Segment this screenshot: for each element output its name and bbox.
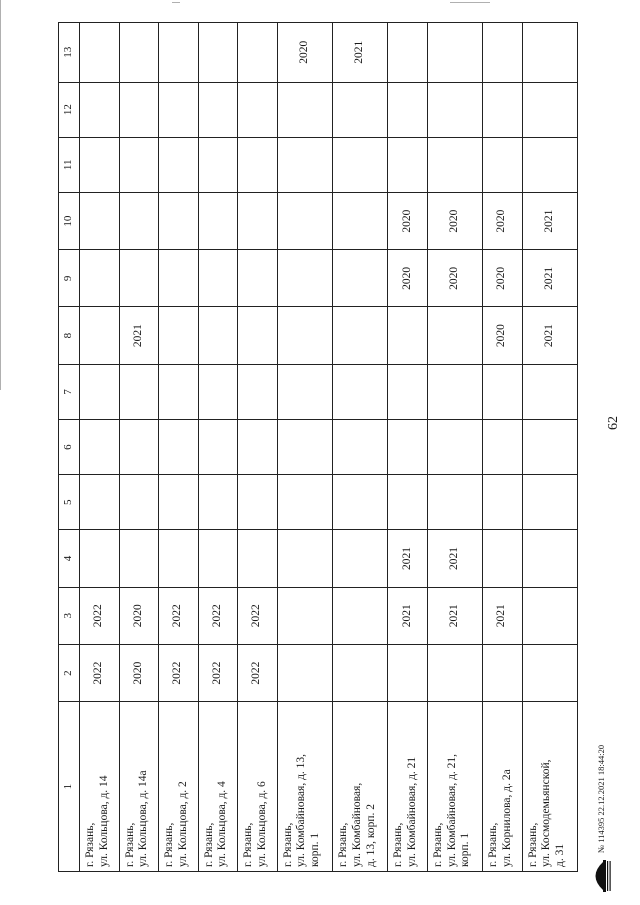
year-cell: 2022 <box>238 644 278 701</box>
address-line: г. Рязань, <box>526 822 539 867</box>
table-row <box>277 23 332 872</box>
address-cell <box>119 702 159 872</box>
year-cell <box>277 644 332 701</box>
year-cell <box>388 23 428 83</box>
year-cell: 2021 <box>119 307 159 364</box>
address-line: ул. Кольцова, д. 2 <box>176 781 189 867</box>
year-cell <box>159 475 199 530</box>
address-line: ул. Комбайновая, д. 13, <box>295 753 308 867</box>
year-cell <box>427 419 482 474</box>
year-cell <box>159 137 199 192</box>
address-cell <box>80 702 120 872</box>
year-cell <box>80 419 120 474</box>
address-cell <box>427 702 482 872</box>
year-cell <box>483 419 523 474</box>
year-cell <box>198 307 238 364</box>
year-cell <box>238 364 278 419</box>
year-cell <box>198 530 238 587</box>
year-cell <box>483 530 523 587</box>
year-cell <box>198 137 238 192</box>
year-cell: 2020 <box>119 587 159 644</box>
scan-artifact <box>450 2 490 3</box>
year-cell <box>238 137 278 192</box>
schedule-table <box>58 22 578 872</box>
year-cell <box>427 475 482 530</box>
year-cell <box>522 530 577 587</box>
year-cell <box>159 192 199 249</box>
year-cell <box>198 23 238 83</box>
year-cell <box>277 530 332 587</box>
address-line: г. Рязань, <box>202 822 215 867</box>
registration-seal-icon <box>590 859 612 893</box>
column-header: 5 <box>59 475 80 530</box>
year-cell <box>332 137 387 192</box>
column-header: 4 <box>59 530 80 587</box>
year-cell <box>427 364 482 419</box>
year-cell <box>427 137 482 192</box>
year-cell: 2020 <box>483 192 523 249</box>
year-cell: 2021 <box>483 587 523 644</box>
year-cell <box>119 23 159 83</box>
year-cell <box>198 419 238 474</box>
address-line: ул. Кольцова, д. 6 <box>255 781 268 867</box>
address-line: ул. Комбайновая, д. 21 <box>406 756 419 867</box>
address-line: г. Рязань, <box>163 822 176 867</box>
year-cell <box>388 307 428 364</box>
year-cell <box>119 82 159 137</box>
year-cell <box>522 419 577 474</box>
year-cell <box>80 192 120 249</box>
year-cell <box>483 137 523 192</box>
year-cell: 2022 <box>159 644 199 701</box>
year-cell <box>332 419 387 474</box>
year-cell <box>238 192 278 249</box>
year-cell <box>80 250 120 307</box>
column-header: 9 <box>59 250 80 307</box>
year-cell: 2021 <box>427 530 482 587</box>
year-cell: 2020 <box>388 250 428 307</box>
year-cell <box>80 23 120 83</box>
scan-artifact <box>172 2 180 3</box>
year-cell <box>277 307 332 364</box>
year-cell <box>522 137 577 192</box>
address-line: ул. Комбайновая, <box>350 782 363 867</box>
year-cell <box>159 530 199 587</box>
year-cell <box>159 250 199 307</box>
year-cell <box>332 644 387 701</box>
year-cell <box>388 644 428 701</box>
year-cell: 2021 <box>427 587 482 644</box>
year-cell <box>159 82 199 137</box>
address-line: г. Рязань, <box>242 822 255 867</box>
year-cell: 2020 <box>483 250 523 307</box>
year-cell <box>277 192 332 249</box>
year-cell <box>388 419 428 474</box>
year-cell <box>332 307 387 364</box>
year-cell: 2021 <box>388 587 428 644</box>
year-cell <box>159 23 199 83</box>
year-cell: 2021 <box>388 530 428 587</box>
year-cell: 2022 <box>198 644 238 701</box>
address-line: г. Рязань, <box>123 822 136 867</box>
year-cell <box>427 644 482 701</box>
year-cell <box>277 475 332 530</box>
year-cell: 2022 <box>80 587 120 644</box>
address-cell <box>483 702 523 872</box>
address-line: г. Рязань, <box>431 822 444 867</box>
address-line: ул. Космодемьянской, <box>540 759 553 867</box>
year-cell <box>277 419 332 474</box>
year-cell <box>198 82 238 137</box>
header-row <box>59 23 80 872</box>
year-cell <box>238 419 278 474</box>
address-line: г. Рязань, <box>392 822 405 867</box>
page-number: 62 <box>606 416 621 430</box>
year-cell <box>80 530 120 587</box>
table-row <box>238 23 278 872</box>
year-cell <box>238 307 278 364</box>
table-row <box>522 23 577 872</box>
address-line: д. 13, корп. 2 <box>364 803 377 867</box>
year-cell: 2022 <box>238 587 278 644</box>
year-cell: 2020 <box>427 250 482 307</box>
table-body <box>80 23 578 872</box>
year-cell <box>198 250 238 307</box>
column-header: 10 <box>59 192 80 249</box>
address-line: д. 31 <box>554 843 567 867</box>
column-header: 12 <box>59 82 80 137</box>
column-header: 2 <box>59 644 80 701</box>
year-cell: 2021 <box>522 192 577 249</box>
year-cell <box>332 250 387 307</box>
address-line: г. Рязань, <box>336 822 349 867</box>
year-cell <box>159 419 199 474</box>
year-cell <box>238 250 278 307</box>
year-cell <box>80 307 120 364</box>
table-row <box>388 23 428 872</box>
year-cell <box>277 250 332 307</box>
table-row <box>159 23 199 872</box>
year-cell <box>332 364 387 419</box>
year-cell <box>159 307 199 364</box>
year-cell: 2022 <box>159 587 199 644</box>
address-cell <box>332 702 387 872</box>
address-line: корп. 1 <box>459 832 472 867</box>
year-cell <box>198 364 238 419</box>
year-cell <box>80 137 120 192</box>
scan-artifact <box>0 0 1 390</box>
year-cell <box>277 364 332 419</box>
year-cell <box>238 530 278 587</box>
table-row <box>427 23 482 872</box>
year-cell <box>119 530 159 587</box>
year-cell <box>522 82 577 137</box>
table-row <box>483 23 523 872</box>
address-cell <box>238 702 278 872</box>
year-cell <box>332 530 387 587</box>
year-cell: 2020 <box>427 192 482 249</box>
address-line: ул. Кольцова, д. 4 <box>216 781 229 867</box>
year-cell <box>332 192 387 249</box>
address-line: г. Рязань, <box>84 822 96 867</box>
year-cell: 2020 <box>277 23 332 83</box>
year-cell <box>332 475 387 530</box>
year-cell <box>198 475 238 530</box>
year-cell <box>119 419 159 474</box>
year-cell <box>522 475 577 530</box>
year-cell <box>119 364 159 419</box>
year-cell <box>80 82 120 137</box>
year-cell: 2020 <box>119 644 159 701</box>
year-cell <box>277 137 332 192</box>
year-cell: 2020 <box>483 307 523 364</box>
year-cell <box>427 23 482 83</box>
year-cell <box>277 82 332 137</box>
year-cell <box>238 82 278 137</box>
address-cell <box>388 702 428 872</box>
document-footer <box>590 745 612 893</box>
table-row <box>80 23 120 872</box>
year-cell <box>483 644 523 701</box>
column-header: 7 <box>59 364 80 419</box>
year-cell: 2020 <box>388 192 428 249</box>
year-cell <box>483 82 523 137</box>
year-cell <box>159 364 199 419</box>
column-header: 1 <box>59 702 80 872</box>
year-cell: 2021 <box>522 307 577 364</box>
year-cell <box>388 82 428 137</box>
schedule-table-wrapper <box>58 22 578 872</box>
year-cell <box>483 364 523 419</box>
year-cell <box>522 23 577 83</box>
year-cell <box>332 82 387 137</box>
year-cell <box>80 475 120 530</box>
table-row <box>198 23 238 872</box>
year-cell <box>198 192 238 249</box>
address-line: г. Рязань, <box>281 822 294 867</box>
address-cell <box>522 702 577 872</box>
year-cell: 2022 <box>198 587 238 644</box>
address-cell <box>277 702 332 872</box>
year-cell <box>388 364 428 419</box>
address-cell <box>198 702 238 872</box>
address-line: ул. Комбайновая, д. 21, <box>445 753 458 867</box>
table-row <box>332 23 387 872</box>
address-line: ул. Кольцова, д. 14 <box>97 775 110 867</box>
year-cell <box>332 587 387 644</box>
year-cell <box>522 364 577 419</box>
column-header: 6 <box>59 419 80 474</box>
column-header: 13 <box>59 23 80 83</box>
year-cell <box>119 137 159 192</box>
year-cell <box>119 192 159 249</box>
address-line: ул. Кольцова, д. 14а <box>137 770 150 867</box>
year-cell: 2021 <box>522 250 577 307</box>
address-line: ул. Корнилова, д. 2а <box>500 769 513 867</box>
year-cell: 2021 <box>332 23 387 83</box>
column-header: 11 <box>59 137 80 192</box>
column-header: 3 <box>59 587 80 644</box>
year-cell <box>277 587 332 644</box>
year-cell <box>483 475 523 530</box>
address-line: г. Рязань, <box>487 822 500 867</box>
year-cell <box>522 587 577 644</box>
year-cell <box>119 250 159 307</box>
year-cell <box>80 364 120 419</box>
table-row <box>119 23 159 872</box>
year-cell <box>238 475 278 530</box>
column-header: 8 <box>59 307 80 364</box>
year-cell <box>388 475 428 530</box>
year-cell: 2022 <box>80 644 120 701</box>
registration-stamp-text: № 114395 22.12.2021 18:44:20 <box>596 744 606 853</box>
year-cell <box>119 475 159 530</box>
year-cell <box>427 307 482 364</box>
address-cell <box>159 702 199 872</box>
address-line: корп. 1 <box>309 832 322 867</box>
year-cell <box>522 644 577 701</box>
year-cell <box>238 23 278 83</box>
year-cell <box>388 137 428 192</box>
year-cell <box>483 23 523 83</box>
year-cell <box>427 82 482 137</box>
